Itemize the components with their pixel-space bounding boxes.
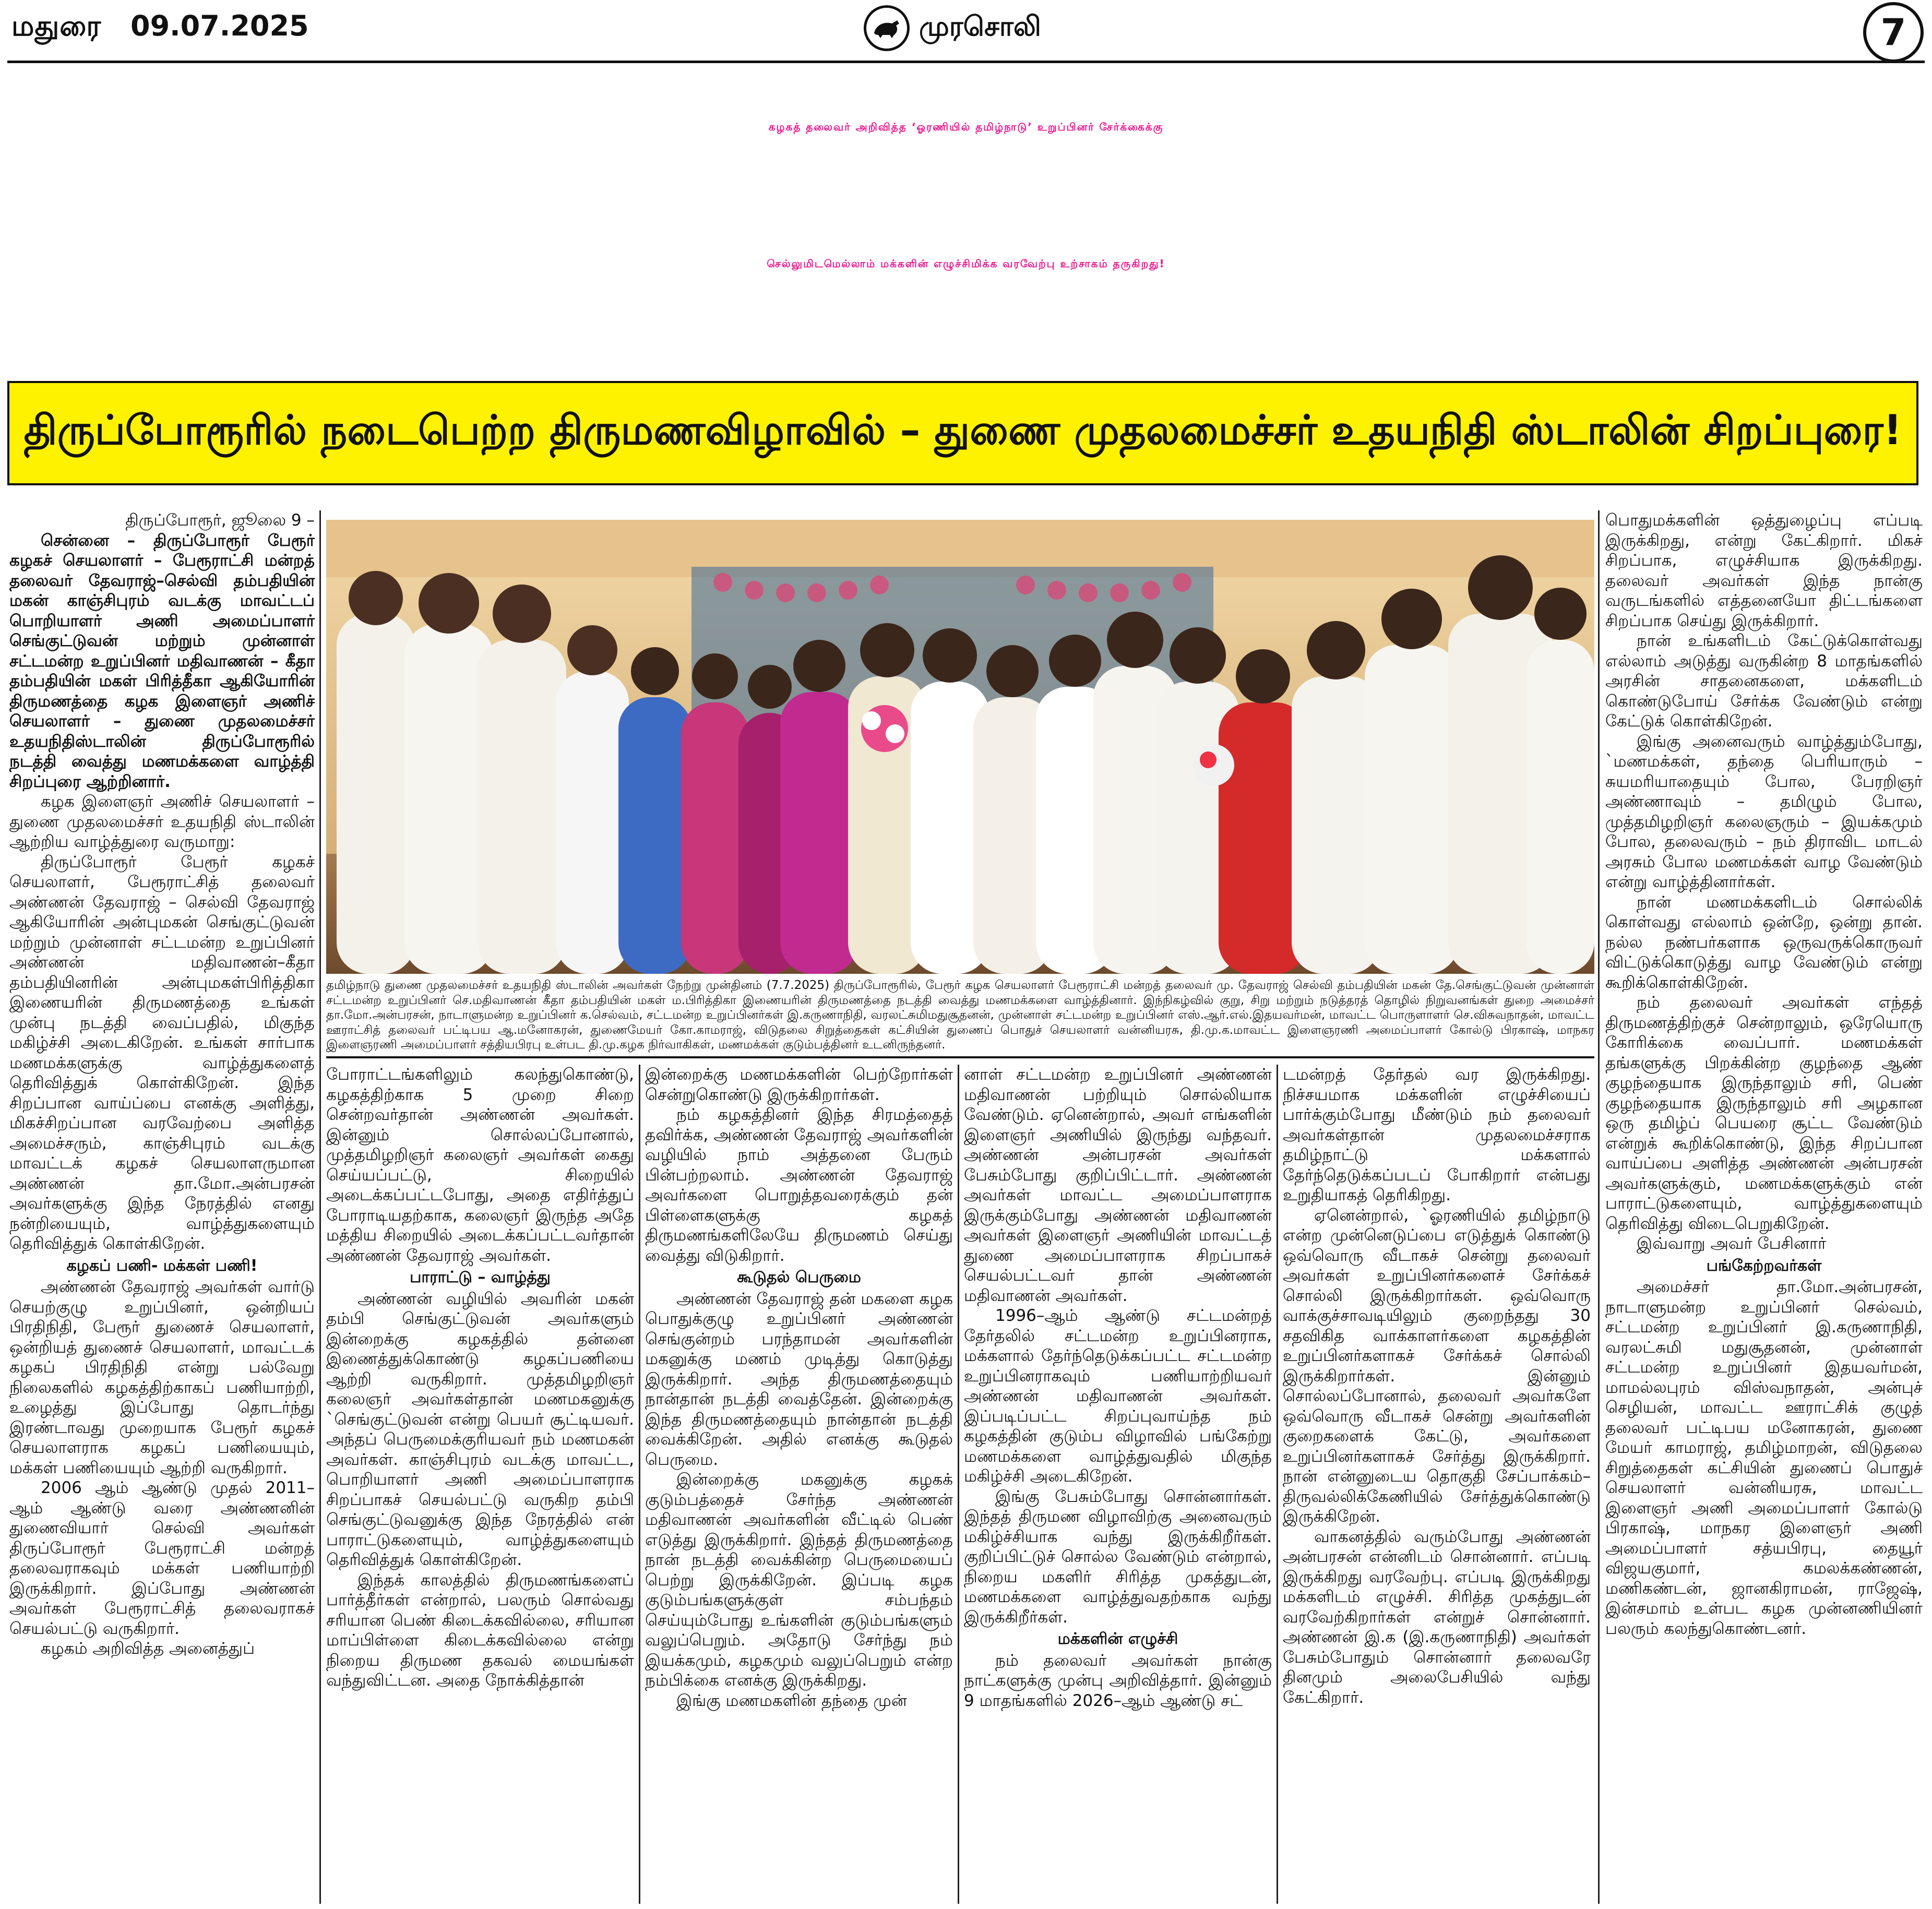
paragraph: இன்றைக்கு மகனுக்கு கழகக் குடும்பத்தைச் சேர்ந்த அண்ணன் மதிவாணன் அவர்களின் வீட்டில் பெண் எடுத்து இருக்கிறார். இந்தத் திருமணத்தை நான் நடத்தி வைக்கின்ற பெருமையைப் பெற்று இருக்கிறேன். இப்படி கழக குடும்பங்களுக்குள் சம்பந்தம் செய்யும்போது உங்களின் குடும்பங்களும் வலுப்பெறும். அதோடு சேர்ந்து நம் இயக்கமும், கழகமும் வலுப்பெறும் என்ற நம்பிக்கை எனக்கு இருக்கிறது. <box>645 1470 953 1690</box>
article-column-3 <box>645 1065 953 1711</box>
section-subhead: கூடுதல் பெருமை <box>737 1268 861 1286</box>
column-divider <box>1277 1065 1278 1904</box>
paper-logo <box>864 4 1083 52</box>
dateline: திருப்போரூர், ஜூலை 9 – <box>125 511 315 530</box>
article-lead: சென்னை – திருப்போரூர் பேரூர் கழகச் செயலாளர் – பேரூராட்சி மன்றத் தலைவர் தேவராஜ்–செல்வி தம்பதியின் மகன் காஞ்சிபுரம் வடக்கு மாவட்டப் பொறியாளர் அணி அமைப்பாளர் செங்குட்டுவன் மற்றும் முன்னாள் சட்டமன்ற உறுப்பினர் மதிவாணன் – கீதா தம்பதியின் மகள் பிரித்தீகா ஆகியோரின் திருமணத்தை கழக இளைஞர் அணிச் செயலாளர் – துணை முதலமைச்சர் உதயநிதிஸ்டாலின் திருப்போரூரில் நடத்தி வைத்து மணமக்களை வாழ்த்தி சிறப்புரை ஆற்றினார். <box>9 531 315 791</box>
paragraph: னாள் சட்டமன்ற உறுப்பினர் அண்ணன் மதிவாணன் பற்றியும் சொல்லியாக வேண்டும். ஏனென்றால், அவர் எங்களின் இளைஞர் அணியில் இருந்து வந்தவர். அண்ணன் அன்பரசன் அவர்கள் பேசும்போது குறிப்பிட்டார். அண்ணன் அவர்கள் மாவட்ட அமைப்பாளராக இருக்கும்போது அண்ணன் மதிவாணன் அவர்கள் இளைஞர் அணியின் மாவட்டத் துணை அமைப்பாளராக சிறப்பாகச் செயல்பட்டவர் தான் அண்ணன் மதிவாணன் அவர்கள். <box>964 1065 1272 1305</box>
column-divider <box>319 510 321 1904</box>
section-subhead: பங்கேற்றவர்கள் <box>1706 1256 1822 1275</box>
masthead-divider <box>7 61 1925 63</box>
paragraph: நான் மணமக்களிடம் சொல்லிக் கொள்வது எல்லாம் ஒன்றே, ஒன்று தான். நல்ல நண்பர்களாக ஒருவருக்கொருவர் விட்டுக்கொடுத்து வாழ வேண்டும் என்று கூறிக்கொள்கிறேன். <box>1605 892 1923 992</box>
column-divider <box>958 1065 959 1904</box>
paragraph: இந்தக் காலத்தில் திருமணங்களைப் பார்த்தீர்கள் என்றால், பலரும் சொல்வது சரியான பெண் கிடைக்கவில்லை, சரியான மாப்பிள்ளை கிடைக்கவில்லை என்று நிறைய திருமண தகவல் மையங்கள் வந்துவிட்டன. அதை நோக்கித்தான் <box>326 1570 634 1690</box>
wedding-photo <box>326 520 1594 974</box>
paragraph: ஏனென்றால், `ஓரணியில் தமிழ்நாடு என்ற முன்னெடுப்பை எடுத்துக் கொண்டு ஒவ்வொரு வீடாகச் சென்று தலைவர் அவர்கள் உறுப்பினர்களைச் சேர்க்கச் சொல்லி இருக்கிறார்கள். ஒவ்வொரு வாக்குச்சாவடியிலும் குறைந்தது 30 சதவிகித வாக்காளர்களை கழகத்தின் உறுப்பினர்களாகச் சேர்க்கச் சொல்லி இருக்கிறார்கள். இன்னும் சொல்லப்போனால், தலைவர் அவர்களே ஒவ்வொரு வீடாகச் சென்று அவர்களின் குறைகளைக் கேட்டு, அவர்களை உறுப்பினர்களாகச் சேர்த்து இருக்கிறார். நான் என்னுடைய தொகுதி சேப்பாக்கம்–திருவல்லிக்கேணியில் சேர்த்துக்கொண்டு இருக்கிறேன். <box>1283 1206 1591 1526</box>
article-column-5 <box>1283 1065 1591 1708</box>
photo-caption: தமிழ்நாடு துணை முதலமைச்சர் உதயநிதி ஸ்டாலின் அவர்கள் நேற்று முன்தினம் (7.7.2025) திருப்போரூரில், பேரூர் கழக செயலாளர் பேரூராட்சி மன்றத் தலைவர் மு. தேவராஜ் செல்வி தம்பதியின் மகன் தே.செங்குட்டுவன் முன்னாள் சட்டமன்ற உறுப்பினர் செ.மதிவாணன் கீதா தம்பதியின் மகள் ம.பிரித்திகா இணையரின் திருமணத்தை நடத்தி வைத்து மணமக்களை வாழ்த்தினார். இந்நிகழ்வில் குறு, சிறு மற்றும் நடுத்தரத் தொழில் நிறுவனங்கள் துறை அமைச்சர் தா.மோ.அன்பரசன், நாடாளுமன்ற உறுப்பினர் க.செல்வம், சட்டமன்ற உறுப்பினர்கள் இ.கருணாநிதி, வரலட்சுமிமதுசூதனன், முன்னாள் சட்டமன்ற உறுப்பினர் எஸ்.ஆர்.எல்.இதயவர்மன், மாவட்ட பொருளாளர் செ.விசுவநாதன், மாவட்ட ஊராட்சித் தலைவர் பட்டிபய ஆ.மனோகரன், துணைமேயர் கோ.காமராஜ், விடுதலை சிறுத்தைகள் கட்சியின் துணைப் பொதுச் செயலாளர் வன்னியரசு, தி.மு.க.மாவட்ட இளைஞரணி அமைப்பாளர் கோல்டு பிரகாஷ், மாநகர இளைஞரணி அமைப்பாளர் சத்தியபிரபு உள்பட தி.மு.கழக நிர்வாகிகள், மணமக்கள் குடும்பத்தினர் உடனிருந்தனர். <box>326 979 1594 1052</box>
masthead <box>0 0 1932 63</box>
column-divider <box>639 1065 640 1904</box>
paragraph: நம் தலைவர் அவர்கள் எந்தத் திருமணத்திற்குச் சென்றாலும், ஒரேயொரு கோரிக்கை வைப்பார். மணமக்கள் தங்களுக்கு பிறக்கின்ற குழந்தை ஆண் குழந்தையாக இருந்தாலும் சரி, பெண் குழந்தையாக இருந்தாலும் சரி அழகான ஒரு தமிழ்ப் பெயரை சூட்ட வேண்டும் என்றுக் கூறிக்கொண்டு, இந்த சிறப்பான வாய்ப்பை அளித்த அண்ணன் அன்பரசன் அவர்களுக்கும், மணமக்களுக்கும் என் பாராட்டுகளையும், வாழ்த்துகளையும் தெரிவித்து விடைபெறுகிறேன். <box>1605 993 1923 1233</box>
paragraph: அண்ணன் வழியில் அவரின் மகன் தம்பி செங்குட்டுவன் அவர்களும் இன்றைக்கு கழகத்தில் தன்னை இணைத்துக்கொண்டு கழகப்பணியை ஆற்றி வருகிறார். முத்தமிழறிஞர் கலைஞர் அவர்கள்தான் மணமகனுக்கு `செங்குட்டுவன் என்று பெயர் சூட்டியவர். அந்தப் பெருமைக்குரியவர் நம் மணமகன் அவர்கள். காஞ்சிபுரம் வடக்கு மாவட்ட, பொறியாளர் அணி அமைப்பாளராக சிறப்பாகச் செயல்பட்டு வருகிற தம்பி செங்குட்டுவனுக்கு இந்த நேரத்தில் என் பாராட்டுகளையும், வாழ்த்துகளையும் தெரிவித்துக் கொள்கிறேன். <box>326 1289 634 1569</box>
headline-line-1: கழகத் தலைவர் அறிவித்த ‘ஓரணியில் தமிழ்நாடு’ உறுப்பினர் சேர்க்கைக்கு <box>768 121 1164 133</box>
paragraph: இன்றைக்கு மணமக்களின் பெற்றோர்கள் சென்றுகொண்டு இருக்கிறார்கள். <box>645 1065 953 1104</box>
paragraph: 1996–ஆம் ஆண்டு சட்டமன்றத் தேர்தலில் சட்டமன்ற உறுப்பினராக, மக்களால் தேர்ந்தெடுக்கப்பட்ட சட்டமன்ற உறுப்பினராகவும் பணியாற்றியவர் அண்ணன் மதிவாணன் அவர்கள். இப்படிப்பட்ட சிறப்புவாய்ந்த நம் கழகத்தின் குடும்ப விழாவில் பங்கேற்று மணமக்களை வாழ்த்துவதில் மிகுந்த மகிழ்ச்சி அடைகிறேன். <box>964 1306 1272 1486</box>
emblem-icon <box>864 5 910 51</box>
article-column-1 <box>9 510 315 1659</box>
paragraph: பொதுமக்களின் ஒத்துழைப்பு எப்படி இருக்கிறது, என்று கேட்கிறார். மிகச் சிறப்பாக, எழுச்சியாக இருக்கிறது. தலைவர் அவர்கள் இந்த நான்கு வருடங்களில் எத்தனையோ திட்டங்களை சிறப்பாக செய்து இருக்கிறார். <box>1605 511 1923 630</box>
headline-line-2: செல்லுமிடமெல்லாம் மக்களின் எழுச்சிமிக்க வரவேற்பு உற்சாகம் தருகிறது! <box>767 257 1165 270</box>
paragraph: கழகம் அறிவித்த அனைத்துப் <box>41 1639 255 1658</box>
page-number: 7 <box>1863 2 1924 63</box>
paragraph: அண்ணன் தேவராஜ் தன் மகளை கழக பொதுக்குழு உறுப்பினர் அண்ணன் செங்குன்றம் பரந்தாமன் அவர்களின் மகனுக்கு மணம் முடித்து கொடுத்து இருக்கிறார். அந்த திருமணத்தையும் நான்தான் நடத்தி வைத்தேன். இன்றைக்கு இந்த திருமணத்தையும் நான்தான் நடத்தி வைக்கிறேன். அதில் எனக்கு கூடுதல் பெருமை. <box>645 1289 953 1469</box>
paragraph: 2006 ஆம் ஆண்டு முதல் 2011–ஆம் ஆண்டு வரை அண்ணனின் துணைவியார் செல்வி அவர்கள் திருப்போரூர் பேரூராட்சி மன்றத் தலைவராகவும் மக்கள் பணியாற்றி இருக்கிறார். இப்போது அண்ணன் அவர்கள் பேரூராட்சித் தலைவராகச் செயல்பட்டு வருகிறார். <box>9 1478 315 1638</box>
edition-place: மதுரை <box>11 9 102 42</box>
paragraph: அண்ணன் தேவராஜ் அவர்கள் வார்டு செயற்குழு உறுப்பினர், ஒன்றியப் பிரதிநிதி, பேரூர் துணைச் செயலாளர், ஒன்றியத் துணைச் செயலாளர், மாவட்டக் கழகப் பிரதிநிதி என்று பல்வேறு நிலைகளில் கழகத்திற்காகப் பணியாற்றி, உழைத்து இப்போது தொடர்ந்து இரண்டாவது முறையாக பேரூர் கழகச் செயலாளராக கழகப் பணியையும், மக்கள் பணியையும் ஆற்றி வருகிறார். <box>9 1278 315 1477</box>
paragraph: வாகனத்தில் வரும்போது அண்ணன் அன்பரசன் என்னிடம் சொன்னார். எப்படி இருக்கிறது வரவேற்பு. எப்படி இருக்கிறது மக்களிடம் எழுச்சி. சிரித்த முகத்துடன் வரவேற்கிறார்கள் என்றுச் சொன்னார். அண்ணன் இ.க (இ.கருணாநிதி) அவர்கள் பேசும்போதும் சொன்னார் தலைவரே தினமும் அலைபேசியில் வந்து கேட்கிறார். <box>1283 1527 1591 1707</box>
paragraph: நம் தலைவர் அவர்கள் நான்கு நாட்களுக்கு முன்பு அறிவித்தார். இன்னும் 9 மாதங்களில் 2026–ஆம் ஆண்டு சட் <box>964 1651 1272 1710</box>
paragraph: அமைச்சர் தா.மோ.அன்பரசன், நாடாளுமன்ற உறுப்பினர் செல்வம், சட்டமன்ற உறுப்பினர் இ.கருணாநிதி, வரலட்சுமி மதுசூதனன், முன்னாள் சட்டமன்ற உறுப்பினர் இதயவர்மன், மாமல்லபுரம் விஸ்வநாதன், அன்புச் செழியன், மாவட்ட ஊராட்சிக் குழுத் தலைவர் பட்டிபய மனோகரன், துணை மேயர் காமராஜ், தமிழ்மாறன், விடுதலை சிறுத்தைகள் கட்சியின் துணைப் பொதுச் செயலாளர் வன்னியரசு, மாவட்ட இளைஞர் அணி அமைப்பாளர் கோல்டு பிரகாஷ், மாநகர இளைஞர் அணி அமைப்பாளர் சத்யபிரபு, தையூர் விஜயகுமார், கமலக்கண்ணன், மணிகண்டன், ஜானகிராமன், ராஜேஷ், இன்சமாம் உள்பட கழக முன்னணியினர் பலரும் கலந்துகொண்டனர். <box>1605 1278 1923 1638</box>
article-column-2 <box>326 1065 634 1691</box>
paragraph: திருப்போரூர் பேரூர் கழகச் செயலாளர், பேரூராட்சித் தலைவர் அண்ணன் தேவராஜ் – செல்வி தேவராஜ் ஆகியோரின் அன்புமகன் செங்குட்டுவன் மற்றும் முன்னாள் சட்டமன்ற உறுப்பினர் அண்ணன் மதிவாணன்–கீதா தம்பதியினரின் அன்புமகள்பிரித்திகா இணையரின் திருமணத்தை உங்கள் முன்பு நடத்தி வைப்பதில், மிகுந்த மகிழ்ச்சி அடைகிறேன். உங்கள் சார்பாக மணமக்களுக்கு வாழ்த்துகளைத் தெரிவித்துக் கொள்கிறேன். இந்த சிறப்பான வாய்ப்பை எனக்கு அளித்து, மிகச்சிறப்பான வரவேற்பை அளித்த அமைச்சரும், காஞ்சிபுரம் வடக்கு மாவட்டக் கழகச் செயலாளருமான அண்ணன் தா.மோ.அன்பரசன் அவர்களுக்கு இந்த நேரத்தில் எனது நன்றியையும், வாழ்த்துகளையும் தெரிவித்துக் கொள்கிறேன். <box>9 852 315 1253</box>
caption-divider <box>326 1056 1594 1058</box>
paragraph: நான் உங்களிடம் கேட்டுக்கொள்வது எல்லாம் அடுத்து வருகின்ற 8 மாதங்களில் அரசின் சாதனைகளை, மக்களிடம் கொண்டுபோய் சேர்க்க வேண்டும் என்று கேட்டுக் கொள்கிறேன். <box>1605 631 1923 731</box>
paragraph: இங்கு மணமகளின் தந்தை முன் <box>676 1691 907 1710</box>
paper-name: முரசொலி <box>919 10 1041 42</box>
paragraph: போராட்டங்களிலும் கலந்துகொண்டு, கழகத்திற்காக 5 முறை சிறை சென்றவர்தான் அண்ணன் அவர்கள். இன்னும் சொல்லப்போனால், முத்தமிழறிஞர் கலைஞர் அவர்கள் கைது செய்யப்பட்டு, சிறையில் அடைக்கப்பட்டபோது, அதை எதிர்த்துப் போராடியதற்காக, கலைஞர் இருந்த அதே மத்திய சிறையில் அடைக்கப்பட்டவர்தான் அண்ணன் தேவராஜ் அவர்கள். <box>326 1065 634 1265</box>
column-divider <box>1598 510 1600 1904</box>
edition-date: 09.07.2025 <box>130 9 309 42</box>
paragraph: இவ்வாறு அவர் பேசினார் <box>1637 1234 1827 1253</box>
section-subhead: மக்களின் எழுச்சி <box>1057 1630 1178 1648</box>
subheadline-box <box>7 381 1918 485</box>
section-subhead: கழகப் பணி- மக்கள் பணி! <box>66 1256 258 1275</box>
paragraph: கழக இளைஞர் அணிச் செயலாளர் – துணை முதலமைச்சர் உதயநிதி ஸ்டாலின் ஆற்றிய வாழ்த்துரை வருமாறு: <box>9 792 315 851</box>
article-column-4 <box>964 1065 1272 1711</box>
article-column-6 <box>1605 510 1923 1639</box>
paragraph: டமன்றத் தேர்தல் வர இருக்கிறது. நிச்சயமாக மக்களின் எழுச்சியைப் பார்க்கும்போது மீண்டும் நம் தலைவர் அவர்கள்தான் முதலமைச்சராக தமிழ்நாட்டு மக்களால் தேர்ந்தெடுக்கப்படப் போகிறார் என்பது உறுதியாகத் தெரிகிறது. <box>1283 1065 1591 1204</box>
section-subhead: பாராட்டு – வாழ்த்து <box>410 1268 551 1286</box>
paragraph: இங்கு பேசும்போது சொன்னார்கள். இந்தத் திருமண விழாவிற்கு அனைவரும் மகிழ்ச்சியாக வந்து இருக்கிறீர்கள். குறிப்பிட்டுச் சொல்ல வேண்டும் என்றால், நிறைய மகளிர் சிரித்த முகத்துடன், மணமக்களை வாழ்த்துவதற்காக வந்து இருக்கிறீர்கள். <box>964 1487 1272 1627</box>
paragraph: இங்கு அனைவரும் வாழ்த்தும்போது, `மணமக்கள், தந்தை பெரியாரும் – சுயமரியாதையும் போல, பேரறிஞர் அண்ணாவும் – தமிழும் போல, முத்தமிழறிஞர் கலைஞரும் – இயக்கமும் போல, தலைவரும் – நம் திராவிட மாடல் அரசும் போல மணமக்கள் வாழ வேண்டும் என்று வாழ்த்தினார்கள். <box>1605 732 1923 891</box>
paragraph: நம் கழகத்தினர் இந்த சிரமத்தைத் தவிர்க்க, அண்ணன் தேவராஜ் அவர்களின் வழியில் நாம் அத்தனை பேரும் பின்பற்றலாம். அண்ணன் தேவராஜ் அவர்களை பொறுத்தவரைக்கும் தன் பிள்ளைகளுக்கு கழகத் திருமணங்களிலேயே திருமணம் செய்து வைத்து விடுகிறார். <box>645 1105 953 1265</box>
subheadline: திருப்போரூரில் நடைபெற்ற திருமணவிழாவில் – துணை முதலமைச்சர் உதயநிதி ஸ்டாலின் சிறப்புரை! <box>23 407 1902 454</box>
